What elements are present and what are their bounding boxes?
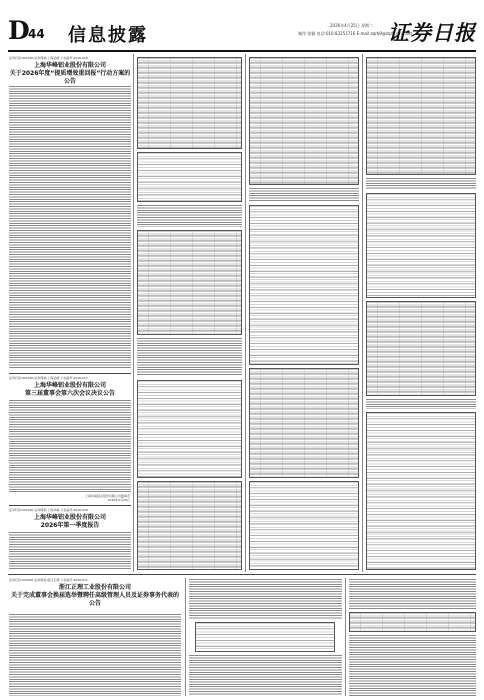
financial-table [137,481,242,570]
signoff [70,494,130,502]
personnel-table [349,612,476,632]
column-divider [245,54,246,572]
financial-table [137,230,242,335]
article-body [137,205,242,227]
financial-table [366,57,476,175]
financial-table [137,57,242,149]
signoff-date: 2026年4月25日 [107,498,130,502]
article-body [137,338,242,376]
article-body [349,635,476,696]
article-title: 关于完成董事会换届选举暨聘任高级管理人员及证券事务代表的公告 [10,592,179,607]
paper-logo: 证券日报 [388,20,476,45]
editor-line: 制作:张颖 电话:010-83251716 E-mail:zqrb9@zqrb.sina.net [298,31,413,36]
column-divider [133,54,134,572]
article-body [366,178,476,190]
personnel-table [195,622,335,652]
financial-table [249,481,359,570]
article-body [189,655,342,696]
article-title: 关于2026年度“提质增效重回报”行动方案的公告 [9,70,131,85]
column-divider [345,578,346,696]
company-name: 上海华峰铝业股份有限公司 [33,62,106,69]
financial-table [366,193,476,298]
article-divider [9,373,131,374]
article-body [366,399,476,409]
column-divider [362,54,363,572]
section-divider [8,574,476,575]
financial-table [137,380,242,478]
company-name: 浙江正理工业股份有限公司 [58,584,131,591]
article-body [349,579,476,609]
section-title: 信息披露 [68,25,148,46]
article-divider [9,505,131,506]
article-meta: 证券代码:601000 证券简称:上海华峰 公告编号:2026-017 [9,376,88,380]
page-letter: D [8,16,30,45]
column-divider [185,578,186,696]
article-title: 第三届董事会第六次会议决议公告 [24,390,115,397]
article-body [9,532,131,570]
article-body [249,188,359,202]
page-number: 44 [28,27,45,41]
article-header [9,578,181,608]
date-line: 2026年4月25日 星期二 [330,23,374,28]
financial-table [249,205,359,365]
financial-table [249,368,359,478]
article-meta: 证券代码:601000 证券简称:上海华峰 公告编号:2026-018 [9,508,88,512]
financial-table [366,412,476,570]
masthead [8,18,476,48]
article-meta: 证券代码:601000 证券简称:上海华峰 公告编号:2026-016 [9,56,88,60]
article-body [189,579,342,619]
signoff-org: 上海华峰铝业股份有限公司董事会 [84,494,130,498]
financial-table [137,152,242,202]
financial-table [366,301,476,396]
company-name: 上海华峰铝业股份有限公司 [33,382,106,389]
company-name: 上海华峰铝业股份有限公司 [33,514,106,521]
masthead-rule [8,50,476,52]
article-body [9,614,181,696]
article-header [9,56,131,86]
article-meta: 证券代码:600000 证券简称:浙江正理 公告编号:2026-011 [9,578,88,582]
article-header [9,508,131,530]
article-body [9,86,131,368]
article-body [9,400,131,492]
financial-table [249,57,359,185]
article-header [9,376,131,398]
article-title: 2026年第一季度报告 [40,522,100,529]
